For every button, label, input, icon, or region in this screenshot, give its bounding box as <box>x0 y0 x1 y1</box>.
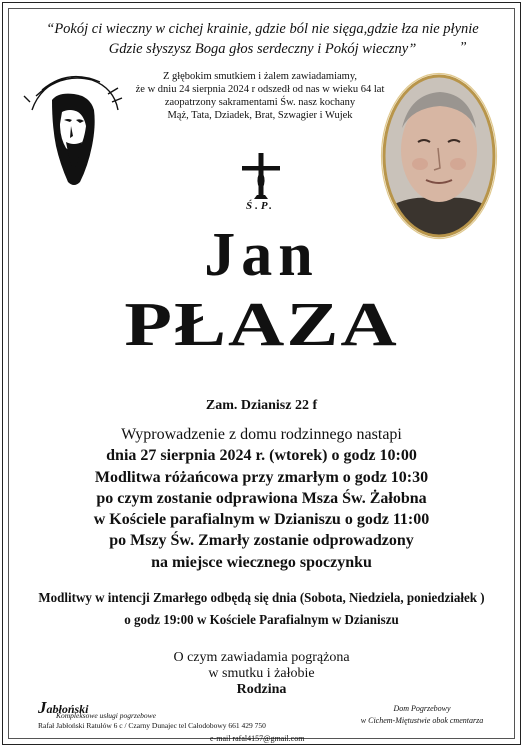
funeral-home-line-1: Dom Pogrzebowy <box>393 704 451 713</box>
procession-line: Modlitwa różańcowa przy zmarłym o godz 10:30 <box>94 468 429 486</box>
logo-initial: J <box>38 698 47 717</box>
quote-line-1: “Pokój ci wieczny w cichej krainie, gdzie ból nie sięga,gdzie łza nie płynie <box>46 21 479 37</box>
first-name: Jan <box>204 221 319 289</box>
notice-line-1: O czym zawiadamia pogrążona <box>173 650 350 665</box>
jesus-image <box>22 66 126 192</box>
procession-line: na miejsce wiecznego spoczynku <box>151 553 372 571</box>
logo-rest: abłoński <box>46 702 89 716</box>
prayers-line-2: o godz 19:00 w Kościele Parafialnym w Dzianiszu <box>124 613 399 628</box>
announcement-line: że w dniu 24 sierpnia 2024 r odszedł od nas w wieku 64 lat <box>135 84 385 95</box>
funeral-firm-email: e-mail rafal4157@gmail.com <box>210 734 305 743</box>
portrait-photo <box>380 72 498 240</box>
procession-line: po Mszy Św. Zmarły zostanie odprowadzony <box>109 532 414 550</box>
notice-signature: Rodzina <box>236 682 287 697</box>
funeral-home-line-2: w Cichem-Miętustwie obok cmentarza <box>360 716 484 725</box>
procession-line: w Kościele parafialnym w Dzianiszu o godz 11:00 <box>93 511 430 529</box>
funeral-firm-address: Rafał Jabłoński Ratułów 6 c / Czarny Dunajec tel Całodobowy 661 429 750 <box>38 721 266 730</box>
procession-line: po czym zostanie odprawiona Msza Św. Żałobna <box>96 489 427 507</box>
quote <box>40 19 485 59</box>
procession-info <box>30 424 493 573</box>
procession-line: Wyprowadzenie z domu rodzinnego nastapi <box>121 426 402 443</box>
notice-line-2: w smutku i żałobie <box>208 666 315 681</box>
announcement-line: Mąż, Tata, Dziadek, Brat, Szwagier i Wujek <box>167 110 353 121</box>
family-notice <box>0 650 523 698</box>
sp-label: Ś.P. <box>246 200 275 212</box>
funeral-firm-subtitle: Kompleksowe usługi pogrzebowe <box>56 711 156 720</box>
announcement-line: zaopatrzony sakramentami Św. nasz kochany <box>164 97 356 108</box>
prayers-info <box>37 588 486 632</box>
quote-line-2: Gdzie słyszysz Boga głos serdeczny i Pokój wieczny” <box>108 41 417 57</box>
last-name: PŁAZA <box>124 288 399 359</box>
announcement <box>130 70 390 122</box>
quote-closing-mark: ” <box>459 40 467 55</box>
announcement-line: Z głębokim smutkiem i żalem zawiadamiamy, <box>162 71 358 82</box>
address: Zam. Dzianisz 22 f <box>205 398 318 413</box>
funeral-home-info <box>332 703 512 727</box>
prayers-line-1: Modlitwy w intencji Zmarłego odbędą się dnia (Sobota, Niedziela, poniedziałek ) <box>38 591 485 606</box>
procession-line: dnia 27 sierpnia 2024 r. (wtorek) o godz 10:00 <box>106 447 417 465</box>
